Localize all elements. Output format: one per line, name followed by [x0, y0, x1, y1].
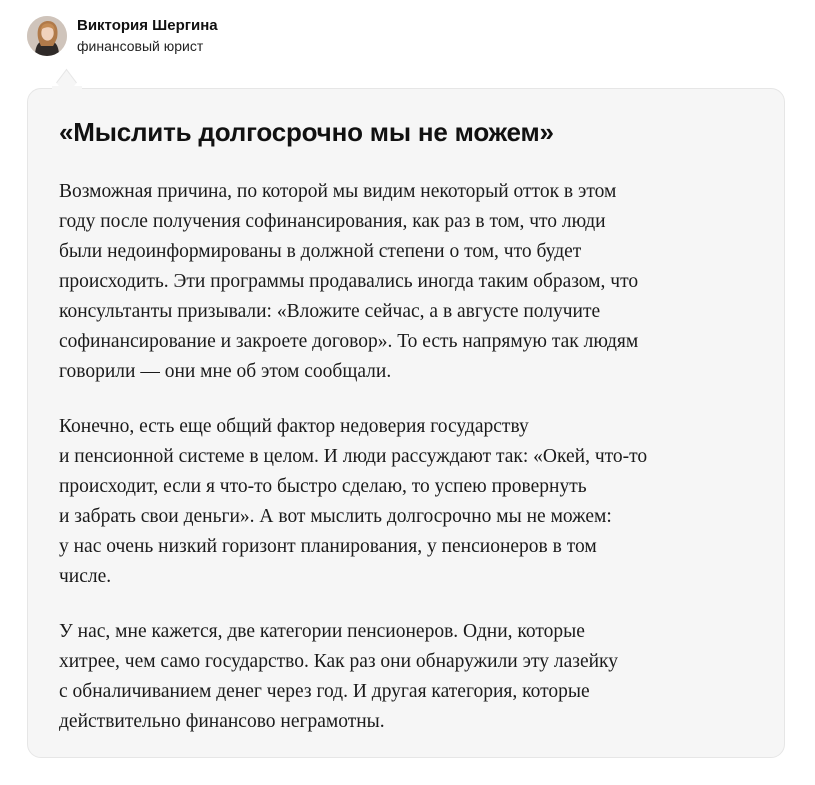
author-block [27, 16, 218, 56]
quote-title: «Мыслить долгосрочно мы не можем» [59, 117, 554, 147]
quote-paragraph: У нас, мне кажется, две категории пенсионеров. Одни, которые хитрее, чем само государство. Как раз они обнаружили эту лазейку с обналичиванием денег через год. И другая категория, которые действительно финансово неграмотны. [59, 621, 619, 732]
quote-paragraph: Конечно, есть еще общий фактор недоверия государству и пенсионной системе в целом. И люди рассуждают так: «Окей, что-то происходит, если я что-то быстро сделаю, то успею провернуть и забрать свои деньги». А вот мыслить долгосрочно мы не можем: у нас очень низкий горизонт планирования, у пенсионеров в том числе. [59, 416, 648, 587]
quote-card [27, 88, 785, 758]
avatar[interactable] [27, 16, 67, 56]
quote-paragraph: Возможная причина, по которой мы видим некоторый отток в этом году после получения софинансирования, как раз в том, что люди были недоинформированы в должной степени о том, что будет происходить. Эти программы продавались иногда таким образом, что консультанты призывали: «Вложите сейчас, а в августе получите софинансирование и закроете договор». То есть напрямую так людям говорили — они мне об этом сообщали. [59, 181, 639, 382]
speech-bubble-tail-cover [52, 86, 82, 92]
author-role: финансовый юрист [77, 38, 204, 54]
person-portrait-icon [27, 16, 67, 56]
author-name[interactable]: Виктория Шергина [77, 17, 218, 34]
